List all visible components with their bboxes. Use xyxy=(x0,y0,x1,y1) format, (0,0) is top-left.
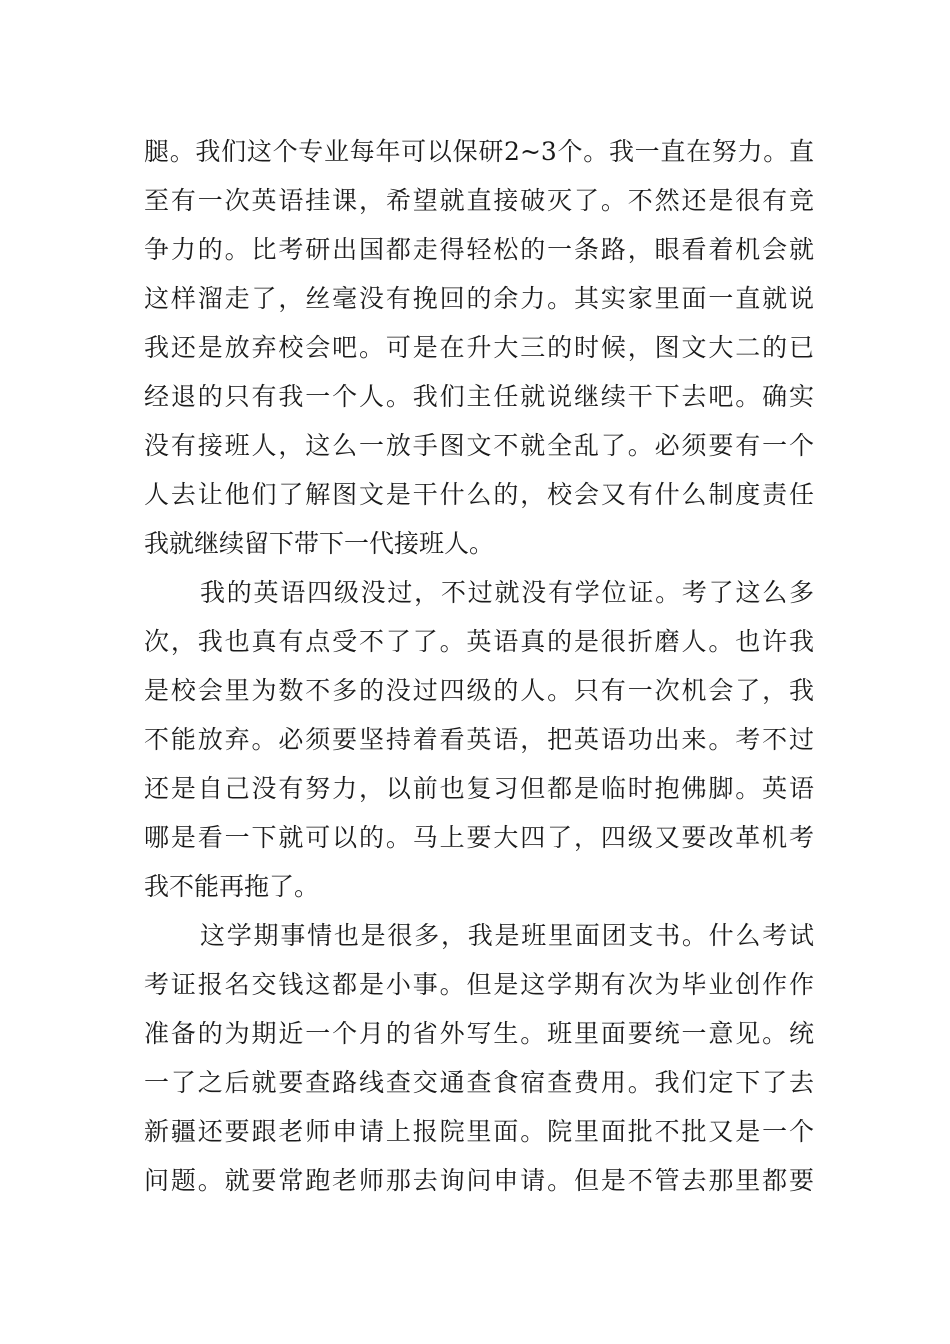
text-line: 腿。我们这个专业每年可以保研2~3个。我一直在努力。直 xyxy=(144,137,814,166)
text-line: 不能放弃。必须要坚持着看英语，把英语功出来。考不过 xyxy=(144,725,814,754)
text-line: 问题。就要常跑老师那去询问申请。但是不管去那里都要 xyxy=(144,1166,814,1195)
paragraph-1 xyxy=(144,127,814,568)
text-line: 一了之后就要查路线查交通查食宿查费用。我们定下了去 xyxy=(144,1068,814,1097)
text-line: 新疆还要跟老师申请上报院里面。院里面批不批又是一个 xyxy=(144,1117,814,1146)
text-line: 经退的只有我一个人。我们主任就说继续干下去吧。确实 xyxy=(144,382,814,411)
text-line: 我不能再拖了。 xyxy=(144,872,320,901)
text-line: 是校会里为数不多的没过四级的人。只有一次机会了，我 xyxy=(144,676,814,705)
text-line: 这学期事情也是很多，我是班里面团支书。什么考试 xyxy=(200,921,814,950)
text-line: 至有一次英语挂课，希望就直接破灭了。不然还是很有竞 xyxy=(144,186,814,215)
text-line: 还是自己没有努力，以前也复习但都是临时抱佛脚。英语 xyxy=(144,774,814,803)
text-line: 我的英语四级没过，不过就没有学位证。考了这么多 xyxy=(200,578,814,607)
text-line: 我还是放弃校会吧。可是在升大三的时候，图文大二的已 xyxy=(144,333,814,362)
body-text xyxy=(144,127,814,1205)
text-line: 争力的。比考研出国都走得轻松的一条路，眼看着机会就 xyxy=(144,235,814,264)
text-line: 考证报名交钱这都是小事。但是这学期有次为毕业创作作 xyxy=(144,970,814,999)
paragraph-3 xyxy=(144,911,814,1205)
text-line: 没有接班人，这么一放手图文不就全乱了。必须要有一个 xyxy=(144,431,814,460)
text-line: 哪是看一下就可以的。马上要大四了，四级又要改革机考 xyxy=(144,823,814,852)
paragraph-2 xyxy=(144,568,814,911)
text-line: 这样溜走了，丝毫没有挽回的余力。其实家里面一直就说 xyxy=(144,284,814,313)
text-line: 次，我也真有点受不了了。英语真的是很折磨人。也许我 xyxy=(144,627,814,656)
text-line: 准备的为期近一个月的省外写生。班里面要统一意见。统 xyxy=(144,1019,814,1048)
text-line: 人去让他们了解图文是干什么的，校会又有什么制度责任 xyxy=(144,480,814,509)
text-line: 我就继续留下带下一代接班人。 xyxy=(144,529,495,558)
